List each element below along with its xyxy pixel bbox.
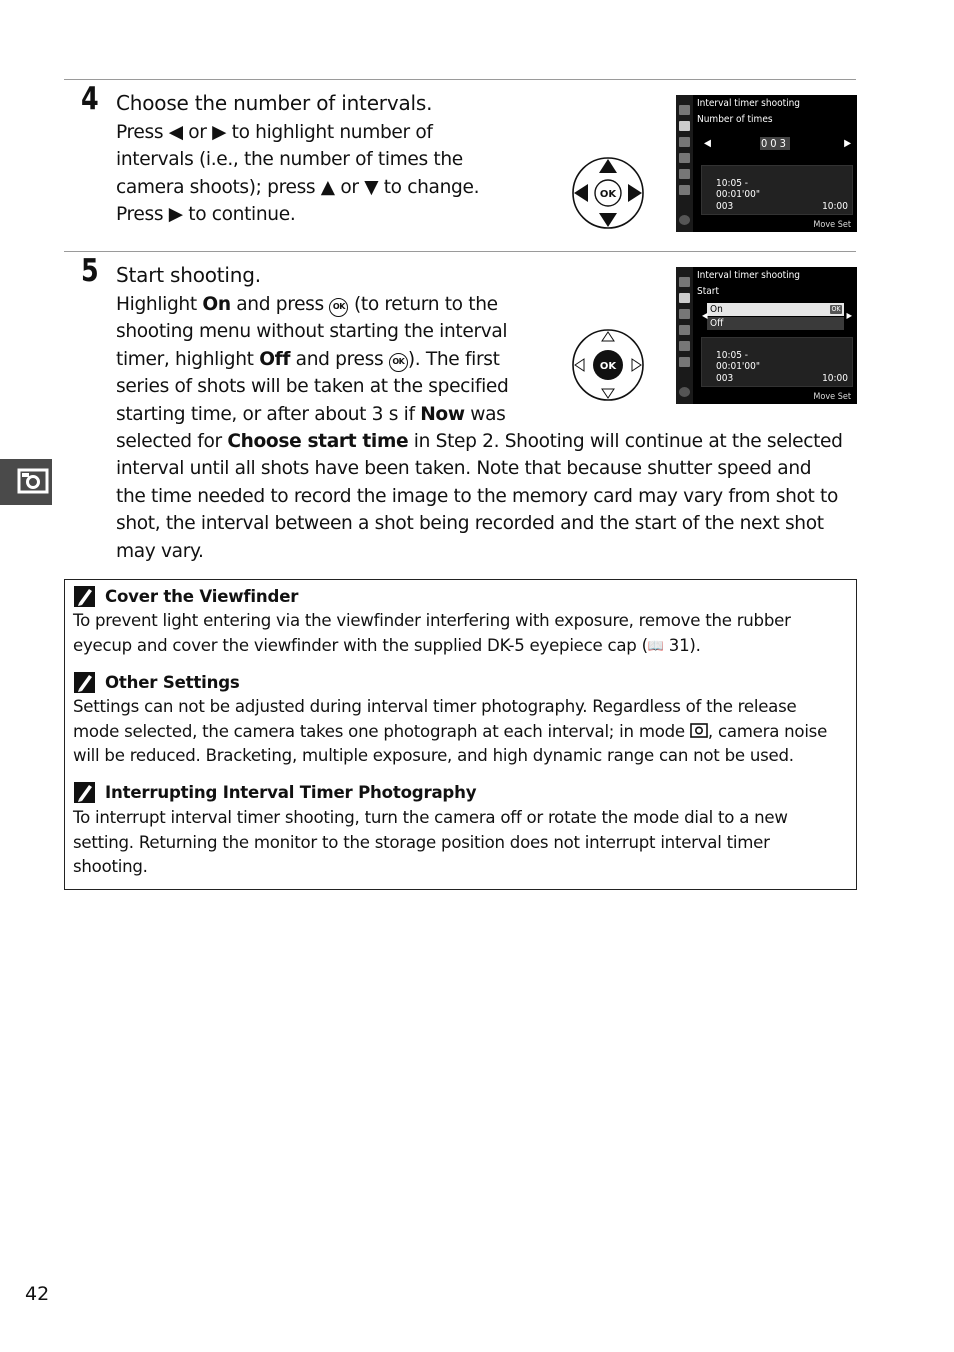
- screen-title: Interval timer shooting: [697, 270, 801, 281]
- text-line: will be reduced. Bracketing, multiple exposure, and high dynamic range can not be used.: [73, 746, 794, 766]
- screen-subtitle: Number of times: [697, 114, 773, 125]
- text-line: timer, highlight Off and press OK ). The first: [116, 348, 500, 370]
- page-number: 42: [25, 1283, 50, 1305]
- text-line: the time needed to record the image to the memory card may vary from shot to: [116, 485, 839, 507]
- ok-button-label: OK: [599, 189, 617, 200]
- text-line: setting. Returning the monitor to the storage position does not interrupt interval timer: [73, 832, 770, 852]
- step-4-number: 4: [81, 81, 98, 117]
- text-line: mode selected, the camera takes one photograph at each interval; in mode , camera noise: [73, 721, 828, 741]
- screen-footer: Move Set: [813, 392, 851, 402]
- start-time: 10:05 -: [716, 178, 749, 189]
- text-line: camera shoots); press ▲ or ▼ to change.: [116, 176, 480, 198]
- text-line: Settings can not be adjusted during interval timer photography. Regardless of the release: [73, 697, 797, 716]
- step-divider-rule: [64, 251, 856, 252]
- note-pencil-icon: [74, 586, 95, 607]
- interval-value: 00:01'00": [716, 361, 760, 372]
- chapter-tab: [0, 459, 52, 505]
- note-body: [73, 695, 827, 769]
- camera-screen-start: [676, 267, 857, 404]
- interval-count-digits: 003: [761, 137, 789, 150]
- text-line: Highlight On and press OK (to return to the: [116, 294, 498, 315]
- option-on: On OK: [707, 303, 844, 316]
- camera-screen-number-of-times: [676, 95, 857, 232]
- note-body: [73, 806, 788, 880]
- text-line: shooting menu without starting the interval: [116, 321, 508, 343]
- text-line: To prevent light entering via the viewfinder interfering with exposure, remove the rubber: [73, 611, 791, 630]
- text-line: To interrupt interval timer shooting, turn the camera off or rotate the mode dial to a new: [73, 808, 788, 827]
- note-pencil-icon: [74, 782, 95, 803]
- text-line: may vary.: [116, 540, 204, 562]
- start-time: 10:05 -: [716, 350, 749, 361]
- text-line: shooting.: [73, 857, 148, 877]
- step-4-title: Choose the number of intervals.: [116, 91, 433, 115]
- screen-subtitle: Start: [697, 286, 719, 297]
- ok-badge-icon: OK: [831, 305, 841, 313]
- settings-summary-panel: [701, 165, 853, 215]
- text-line: eyecup and cover the viewfinder with the supplied DK-5 eyepiece cap (📖 31).: [73, 634, 791, 660]
- page-reference-icon: 📖: [647, 638, 664, 654]
- text-line: starting time, or after about 3 s if Now was: [116, 403, 506, 425]
- step-4-body: [116, 119, 479, 229]
- multi-selector-icon: [571, 156, 645, 230]
- ok-button-icon: OK: [329, 298, 348, 317]
- text-line: shot, the interval between a shot being recorded and the start of the next shot: [116, 513, 824, 535]
- right-arrow-icon: ▶: [846, 311, 852, 320]
- screen-title: Interval timer shooting: [697, 98, 801, 109]
- multi-selector-ok-icon: [571, 328, 645, 402]
- step-5-number: 5: [81, 253, 98, 289]
- step-5-title: Start shooting.: [116, 263, 261, 287]
- screen-footer: Move Set: [813, 220, 851, 230]
- text-line: intervals (i.e., the number of times the: [116, 149, 463, 171]
- note-body: [73, 609, 791, 659]
- note-title: Interrupting Interval Timer Photography: [105, 783, 477, 802]
- top-rule: [64, 79, 856, 80]
- interval-value: 00:01'00": [716, 189, 760, 200]
- shot-count: 003: [716, 201, 734, 212]
- text-line: Press ◀ or ▶ to highlight number of: [116, 122, 433, 143]
- settings-summary-panel: [701, 337, 853, 387]
- text-line: selected for Choose start time in Step 2. Shooting will continue at the selected: [116, 431, 843, 453]
- left-arrow-icon: ◀: [702, 311, 708, 320]
- ok-button-label: OK: [599, 361, 617, 372]
- left-arrow-icon: ◀: [704, 138, 711, 149]
- menu-tab-column: [676, 267, 693, 404]
- scene-mode-icon: [690, 723, 708, 738]
- menu-tab-column: [676, 95, 693, 232]
- option-off: Off: [707, 317, 844, 330]
- note-pencil-icon: [74, 672, 95, 693]
- notes-box: [64, 579, 857, 890]
- ok-button-icon: OK: [389, 353, 408, 372]
- shot-count: 003: [716, 373, 734, 384]
- camera-icon: [0, 459, 52, 505]
- note-title: Cover the Viewfinder: [105, 587, 299, 606]
- right-arrow-icon: ▶: [844, 138, 851, 149]
- text-line: Press ▶ to continue.: [116, 204, 296, 226]
- text-line: series of shots will be taken at the specified: [116, 376, 509, 398]
- text-line: interval until all shots have been taken. Note that because shutter speed and: [116, 458, 812, 480]
- clock-time: 10:00: [822, 201, 848, 212]
- clock-time: 10:00: [822, 373, 848, 384]
- note-title: Other Settings: [105, 673, 240, 692]
